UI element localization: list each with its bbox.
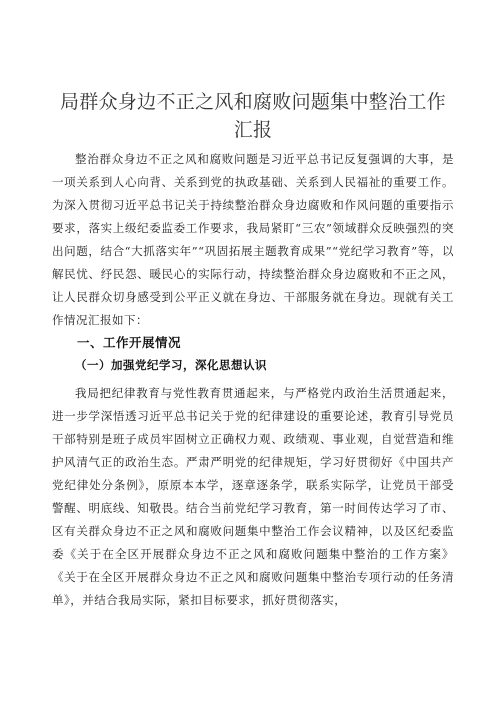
document-title [52,88,454,144]
subsection-heading-party-discipline: （一）加强党纪学习，深化思想认识 [75,358,267,372]
document-title-line-2: 汇报 [233,119,273,141]
intro-paragraph: 整治群众身边不正之风和腐败问题是习近平总书记反复强调的大事，是一项关系到人心向背、关系到党的执政基础、关系到人民福祉的重要工作。为深入贯彻习近平总书记关于持续整治群众身边腐败和作风问题的重要指示要求，落实上级纪委监委工作要求，我局紧盯“三农”领域群众反映强烈的突出问题，结合“大抓落实年”“巩固拓展主题教育成果”“党纪学习教育”等，以解民忧、纾民怨、暖民心的实际行动，持续整治群众身边腐败和不正之风，让人民群众切身感受到公平正义就在身边、干部服务就在身边。现就有关工作情况汇报如下： [52,152,454,327]
section-heading-work-progress: 一、工作开展情况 [77,335,182,350]
document-title-line-1: 局群众身边不正之风和腐败问题集中整治工作 [59,91,446,113]
body-paragraph-party-discipline: 我局把纪律教育与党性教育贯通起来，与严格党内政治生活贯通起来，进一步学深悟透习近平总书记关于党的纪律建设的重要论述，教育引导党员干部特别是班子成员牢固树立正确权力观、政绩观、事业观，自觉营造和维护风清气正的政治生态。严肃严明党的纪律规矩，学习好贯彻好《中国共产党纪律处分条例》，原原本本学，逐章逐条学，联系实际学，让党员干部受警醒、明底线、知敬畏。结合当前党纪学习教育，第一时间传达学习了市、区有关群众身边不正之风和腐败问题集中整治工作会议精神，以及区纪委监委《关于在全区开展群众身边不正之风和腐败问题集中整治的工作方案》《关于在全区开展群众身边不正之风和腐败问题集中整治专项行动的任务清单》，并结合我局实际，紧扣目标要求，抓好贯彻落实， [52,386,454,607]
